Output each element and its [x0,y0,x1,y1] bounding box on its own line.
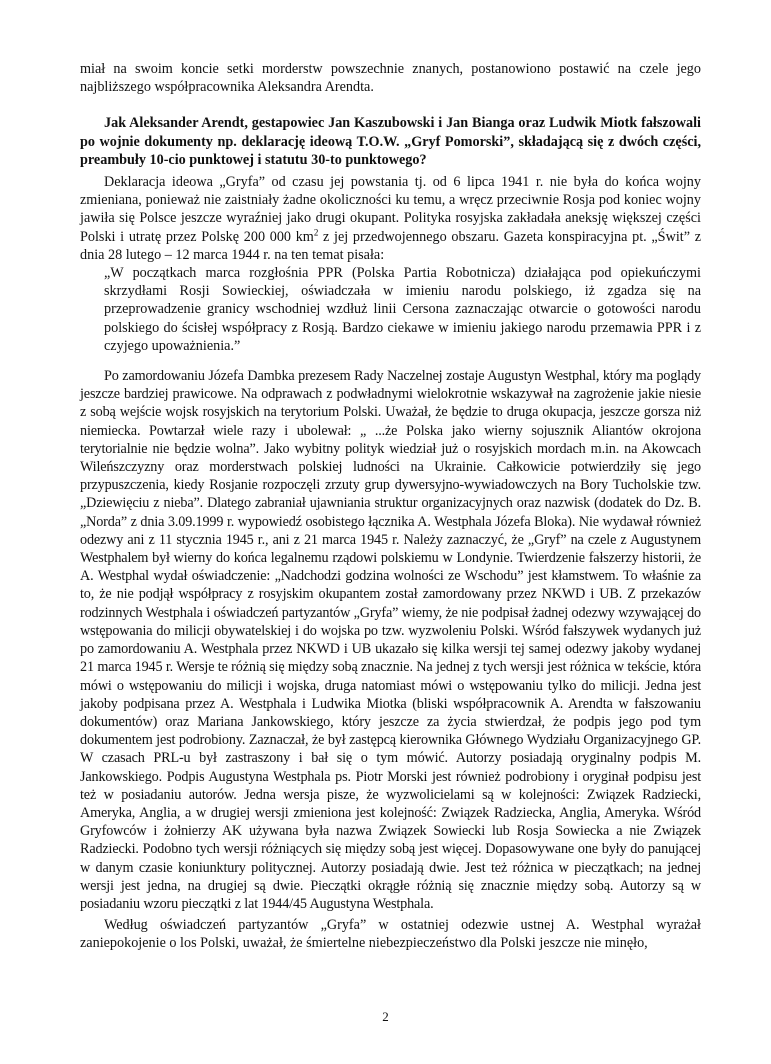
document-page [80,60,701,953]
paragraph-last-appeal: Według oświadczeń partyzantów „Gryfa” w ostatniej odezwie ustnej A. Westphal wyrażał zaniepokojenie o los Polski, uważał, że śmiertelne niebezpieczeństwo dla Polski jeszcze nie minęło, [80,917,701,952]
superscript-two: 2 [313,226,319,237]
paragraph-declaration-text-b: z jej przedwojennego obszaru. Gazeta konspiracyjna pt. „Świt” z dnia 28 lutego – 12 marca 1944 r. na ten temat pisała: [80,228,701,263]
paragraph-westphal: Po zamordowaniu Józefa Dambka prezesem Rady Naczelnej zostaje Augustyn Westphal, który ma poglądy jeszcze bardziej prawicowe. Na odprawach z podwładnymi wielokrotnie wskazywał na zagrożenie jakie niesie z sobą wejście wojsk rosyjskich na terytorium Polski. Uważał, że będzie to druga okupacja, jeszcze gorsza niż niemiecka. Powtarzał wiele razy i ubolewał: „ ...że Polska jako wierny sojusznik Aliantów okrojona terytorialnie nie będzie wolna”. Jako wybitny polityk wiedział już o rosyjskich mordach m.in. na Akowcach Wileńszczyzny oraz morderstwach polskiej ludności na Ukrainie. Całkowicie potwierdziły się jego przypuszczenia, kiedy Rosjanie rozpoczęli zrzuty grup dywersyjno-wywiadowczych na Bory Tucholskie tzw. „Dziewięciu z nieba”. Dlatego zabraniał ujawniania struktur organizacyjnych oraz nazwisk (dodatek do Dz. B. „Norda” z dnia 3.09.1999 r. wypowiedź osobistego łącznika A. Westphala Józefa Bloka). Nie wydawał również odezwy ani z 11 stycznia 1945 r., ani z 21 marca 1945 r. Należy zaznaczyć, że „Gryf” na czele z Augustynem Westphalem był wierny do końca legalnemu rządowi polskiemu w Londynie. Twierdzenie fałszerzy historii, że A. Westphal wydał oświadczenie: „Nadchodzi godzina wolności ze Wschodu” jest kłamstwem. To właśnie za to, że nie podjął współpracy z rosyjskim okupantem został zamordowany przez NKWD i UB. Z przekazów rodzinnych Westphala i oświadczeń partyzantów „Gryfa” wiemy, że nie podpisał żadnej odezwy wzywającej do wstępowania do milicji obywatelskiej i do wojska po tzw. wyzwoleniu Polski. Wśród fałszywek wydanych już po zamordowaniu A. Westphala przez NKWD i UB ukazało się kilka wersji tej samej odezwy jakoby wydanej 21 marca 1945 r. Wersje te różnią się między sobą znacznie. Na jednej z tych wersji jest różnica w tekście, która mówi o wstępowaniu do milicji i wojska, druga natomiast mówi o wstępowaniu tylko do milicji. Jedna jest jakoby podpisana przez A. Westphala i Ludwika Miotka (bliski współpracownik A. Arendta w fałszowaniu dokumentów) oraz Mariana Jankowskiego, który jeszcze za życia stwierdzał, że podpis jego pod tym dokumentem jest podrobiony. Zaznaczał, że był zastępcą kierownika Głównego Wydziału Organizacyjnego GP. W czasach PRL-u był zastraszony i bał się o tym mówić. Autorzy posiadają oryginalny podpis M. Jankowskiego. Podpis Augustyna Westphala ps. Piotr Morski jest również podrobiony i oryginał podpisu jest też w posiadaniu autorów. Jedna wersja pisze, że wyzwolicielami są w kolejności: Związek Radziecki, Ameryka, Anglia, a w drugiej wersji zmieniona jest kolejność: Związek Radziecka, Anglia, Ameryka. Wśród Gryfowców i żołnierzy AK używana była nazwa Związek Sowiecki lub Rosja Sowiecka a nie Związek Radziecki. Podobno tych wersji różniących się między sobą jest więcej. Dopasowywane one były do panującej w danym czasie koniunktury politycznej. Autorzy posiadają dwie. Jest też różnica w pieczątkach; na jednej wersji jest jedna, na drugiej są dwie. Pieczątki okrągłe różnią się znacznie między sobą. Autorzy są w posiadaniu wzoru pieczątki z lat 1944/45 Augustyna Westphala. [80,368,701,912]
paragraph-declaration [80,173,701,264]
section-heading: Jak Aleksander Arendt, gestapowiec Jan Kaszubowski i Jan Bianga oraz Ludwik Miotk fałszowali po wojnie dokumenty np. deklarację ideową T.O.W. „Gryf Pomorski”, składającą się z dwóch części, preambuły 10-cio punktowej i statutu 30-to punktowego? [80,115,701,168]
intro-paragraph: miał na swoim koncie setki morderstw powszechnie znanych, postanowiono postawić na czele jego najbliższego współpracownika Aleksandra Arendta. [80,61,701,96]
block-quote: „W początkach marca rozgłośnia PPR (Polska Partia Robotnicza) działająca pod opiekuńczymi skrzydłami Rosji Sowieckiej, oświadczała w imieniu narodu polskiego, iż zgadza się na przeprowadzenie granicy wschodniej wzdłuż linii Cersona zaznaczając otwarcie o gotowości narodu polskiego do ścisłej współpracy z Rosją. Bardzo ciekawe w imieniu jakiego narodu przemawia PPR i z czyjego upoważnienia.” [104,265,701,354]
paragraph-declaration-text-a: Deklaracja ideowa „Gryfa” od czasu jej powstania tj. od 6 lipca 1941 r. nie była do końca wojny zmieniana, ponieważ nie zaistniały żadne okoliczności ku temu, a wręcz przeciwnie Rosja pod koniec wojny jawiła się Polsce jeszcze wyraźniej jako drugi okupant. Polityka rosyjska zakładała aneksję większej części Polski i utratę przez Polskę 200 000 km [80,174,701,245]
page-number: 2 [382,1009,389,1024]
